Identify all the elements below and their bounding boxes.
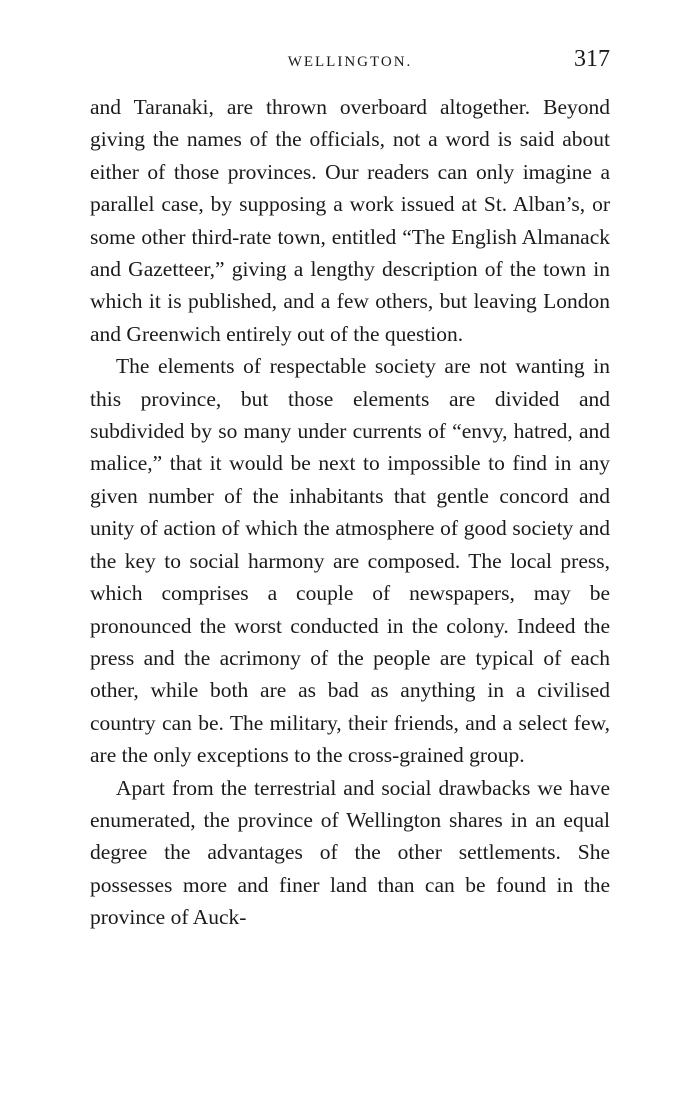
- page-number: 317: [574, 46, 610, 72]
- running-head: [90, 44, 610, 84]
- paragraph-continued: and Taranaki, are thrown overboard altogether. Beyond giving the names of the officials, not a word is said about either of those provinces. Our readers can only imagine a parallel case, by supposing a work issued at St. Alban’s, or some other third-rate town, entitled “The English Almanack and Gazetteer,” giving a lengthy description of the town in which it is published, and a few others, but leaving London and Greenwich entirely out of the question.: [90, 95, 610, 346]
- paragraph-society: The elements of respectable society are not wanting in this province, but those elements are divided and subdivided by so many under currents of “envy, hatred, and malice,” that it would be next to impossible to find in any given number of the inhabitants that gentle concord and unity of action of which the atmosphere of good society and the key to social harmony are composed. The local press, which comprises a couple of newspapers, may be pronounced the worst conducted in the colony. Indeed the press and the acrimony of the people are typical of each other, while both are as bad as anything in a civilised country can be. The military, their friends, and a select few, are the only exceptions to the cross-grained group.: [90, 354, 610, 768]
- body-text: [90, 91, 610, 934]
- paragraph-advantages: Apart from the terrestrial and social drawbacks we have enumerated, the province of Wellington shares in an equal degree the advantages of the other settlements. She possesses more and finer land than can be found in the province of Auck-: [90, 775, 610, 930]
- running-title: WELLINGTON.: [287, 54, 413, 70]
